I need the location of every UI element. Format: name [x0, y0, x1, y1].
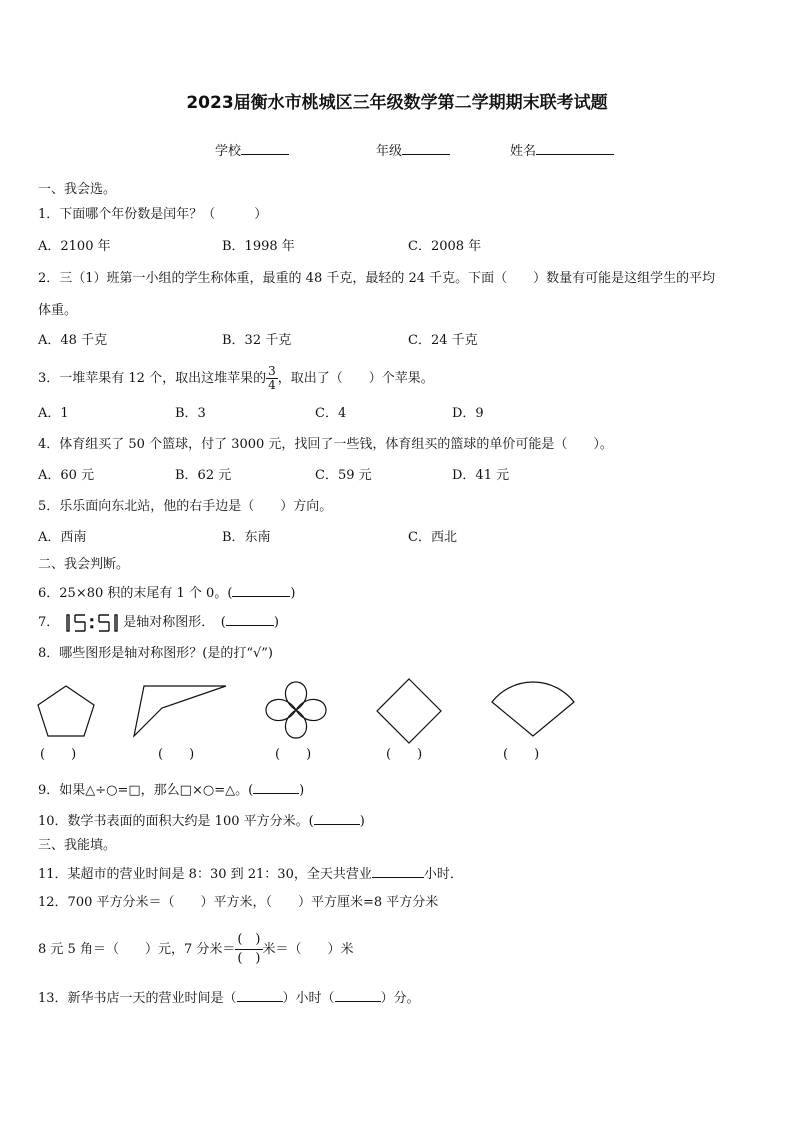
q7-close: ) — [273, 615, 279, 630]
q4-option-c[interactable]: C．59 元 — [315, 468, 372, 483]
q3-denominator: 4 — [268, 378, 276, 392]
q9-close: ) — [299, 783, 305, 798]
question-4: 4．体育组买了 50 个篮球，付了 3000 元，找回了一些钱，体育组买的篮球的单价可能是（ ）。 — [38, 437, 613, 452]
four-leaf-flower-shape — [264, 680, 328, 740]
q11-text: 11．某超市的营业时间是 8：30 到 21：30，全天共营业 — [38, 867, 372, 882]
school-field[interactable] — [215, 141, 289, 160]
q7-answer-blank[interactable] — [226, 612, 274, 626]
diamond-square-shape — [375, 677, 443, 745]
question-6 — [38, 583, 295, 602]
q13-text-mid: ）小时（ — [282, 991, 335, 1006]
q13-minutes-blank[interactable] — [335, 988, 381, 1002]
q6-text: 6．25×80 积的末尾有 1 个 0。( — [38, 586, 233, 601]
irregular-triangle-shape — [132, 684, 228, 738]
q7-number: 7． — [38, 615, 60, 630]
question-12-line1: 12．700 平方分米＝（ ）平方米，（ ）平方厘米=8 平方分米 — [38, 895, 439, 910]
q3-option-c[interactable]: C．4 — [315, 406, 347, 421]
q5-option-c[interactable]: C．西北 — [408, 530, 457, 545]
name-blank[interactable] — [536, 141, 614, 155]
q3-option-a[interactable]: A．1 — [38, 406, 69, 421]
q7-text: 是轴对称图形． ( — [123, 615, 226, 630]
fan-sector-shape — [488, 680, 578, 740]
name-label: 姓名 — [510, 144, 537, 159]
q11-unit: 小时． — [423, 867, 463, 882]
q4-option-b[interactable]: B．62 元 — [175, 468, 232, 483]
section-heading-judge: 二、我会判断。 — [38, 557, 130, 572]
q2-option-b[interactable]: B．32 千克 — [222, 333, 292, 348]
school-blank[interactable] — [241, 141, 289, 155]
q3-fraction — [266, 365, 278, 392]
q9-answer-blank[interactable] — [253, 780, 299, 794]
q6-close: ) — [290, 586, 296, 601]
page-title: 2023届衡水市桃城区三年级数学第二学期期末联考试题 — [186, 93, 608, 113]
q2-option-a[interactable]: A．48 千克 — [38, 333, 108, 348]
q1-option-a[interactable]: A．2100 年 — [38, 239, 111, 254]
q3-option-b[interactable]: B．3 — [175, 406, 206, 421]
q10-close: ) — [359, 814, 365, 829]
q13-hours-blank[interactable] — [237, 988, 283, 1002]
question-9 — [38, 780, 304, 799]
section-heading-choice: 一、我会选。 — [38, 182, 117, 197]
question-13 — [38, 988, 420, 1007]
q10-answer-blank[interactable] — [314, 811, 360, 825]
q8-answer-1[interactable]: ( ) — [40, 747, 77, 762]
q9-text: 9．如果△÷○=□，那么□×○=△。( — [38, 783, 254, 798]
name-field[interactable] — [510, 141, 614, 160]
q2-option-c[interactable]: C．24 千克 — [408, 333, 478, 348]
question-5: 5．乐乐面向东北站，他的右手边是（ ）方向。 — [38, 499, 333, 514]
q4-option-a[interactable]: A．60 元 — [38, 468, 95, 483]
question-3 — [38, 365, 434, 392]
question-7 — [38, 612, 279, 633]
q12-denominator[interactable]: ( ) — [237, 951, 261, 966]
q10-text: 10．数学书表面的面积大约是 100 平方分米。( — [38, 814, 314, 829]
q12-text-pre: 8 元 5 角＝（ ）元，7 分米＝ — [38, 942, 236, 957]
pentagon-shape — [36, 683, 98, 739]
q1-option-c[interactable]: C．2008 年 — [408, 239, 482, 254]
q13-text-pre: 13．新华书店一天的营业时间是（ — [38, 991, 237, 1006]
q12-numerator[interactable]: ( ) — [235, 931, 262, 950]
grade-blank[interactable] — [402, 141, 450, 155]
section-heading-fill: 三、我能填。 — [38, 838, 117, 853]
q8-answer-5[interactable]: ( ) — [503, 747, 540, 762]
q5-option-a[interactable]: A．西南 — [38, 530, 87, 545]
q12-fraction — [235, 931, 262, 968]
q5-option-b[interactable]: B．东南 — [222, 530, 271, 545]
question-10 — [38, 811, 365, 830]
question-12-line2 — [38, 930, 354, 970]
q3-text-post: ，取出了（ ）个苹果。 — [277, 371, 434, 386]
q8-answer-3[interactable]: ( ) — [275, 747, 312, 762]
q3-text-pre: 3．一堆苹果有 12 个，取出这堆苹果的 — [38, 371, 267, 386]
q4-option-d[interactable]: D．41 元 — [452, 468, 510, 483]
school-label: 学校 — [215, 144, 242, 159]
q13-text-post: ）分。 — [380, 991, 420, 1006]
q3-numerator: 3 — [268, 364, 276, 378]
question-2-line1: 2．三（1）班第一小组的学生称体重，最重的 48 千克，最轻的 24 千克。下面（ ）数量有可能是这组学生的平均 — [38, 271, 716, 286]
q6-answer-blank[interactable] — [232, 583, 290, 597]
question-8: 8．哪些图形是轴对称图形？(是的打“√”) — [38, 646, 273, 661]
q12-text-post: 米＝（ ）米 — [262, 942, 354, 957]
q3-option-d[interactable]: D．9 — [452, 406, 484, 421]
q8-answer-4[interactable]: ( ) — [386, 747, 423, 762]
grade-field[interactable] — [376, 141, 450, 160]
question-11 — [38, 864, 463, 883]
q8-answer-2[interactable]: ( ) — [158, 747, 195, 762]
question-1: 1．下面哪个年份数是闰年？（ ） — [38, 207, 268, 222]
q1-option-b[interactable]: B．1998 年 — [222, 239, 295, 254]
digital-clock-icon — [59, 613, 123, 633]
grade-label: 年级 — [376, 144, 403, 159]
q11-answer-blank[interactable] — [372, 864, 424, 878]
question-2-line2: 体重。 — [38, 303, 78, 318]
